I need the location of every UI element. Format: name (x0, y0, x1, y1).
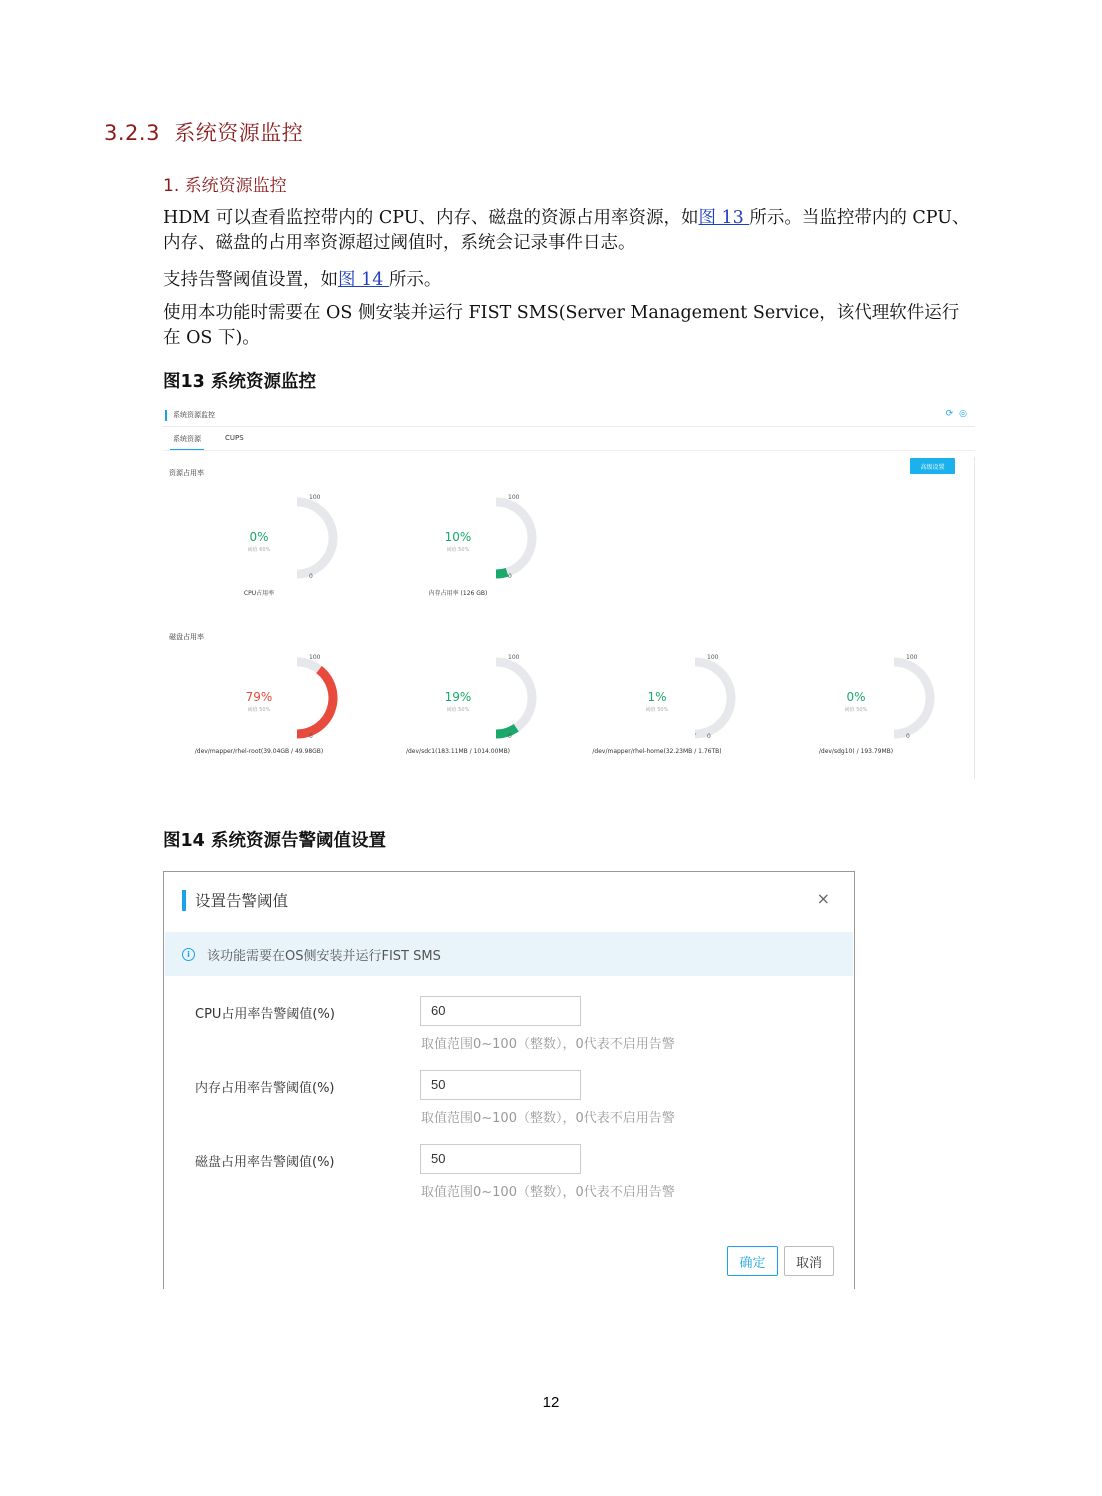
info-icon: i (182, 948, 195, 961)
gauge-threshold: 阈值 50% (446, 707, 470, 713)
gauge-max-label: 100 (508, 494, 520, 501)
figure-14-link[interactable]: 图 14 (338, 270, 389, 290)
gauge-label: /dev/mapper/rhel-home(32.23MB / 1.76TB) (592, 748, 722, 755)
help-icon[interactable]: ◎ (959, 409, 967, 419)
memory-threshold-hint: 取值范围0~100（整数），0代表不启用告警 (421, 1111, 675, 1126)
confirm-button[interactable]: 确定 (727, 1246, 778, 1276)
gauge-percent: 0% (249, 530, 269, 544)
memory-threshold-label: 内存占用率告警阈值(%) (195, 1081, 335, 1096)
usage-gauge (391, 652, 571, 772)
info-text: 该功能需要在OS侧安装并运行FIST SMS (207, 948, 441, 964)
cpu-threshold-input[interactable]: 60 (420, 996, 581, 1026)
figure-13-link[interactable]: 图 13 (698, 208, 750, 228)
gauge-label: 内存占用率 (126 GB) (428, 590, 488, 597)
figure-13-caption: 图13 系统资源监控 (163, 372, 316, 392)
paragraph-2-text-2: 所示。 (388, 270, 442, 290)
disk-threshold-input[interactable]: 50 (420, 1144, 581, 1174)
gauge-threshold: 阈值 60% (247, 547, 271, 553)
gauge-percent: 79% (245, 690, 273, 704)
usage-gauge (391, 492, 571, 612)
usage-gauge (192, 492, 372, 612)
gauge-track (695, 662, 731, 734)
paragraph-1-line-2: 内存、磁盘的占用率资源超过阈值时，系统会记录事件日志。 (163, 233, 636, 253)
paragraph-3-line-2: 在 OS 下)。 (163, 328, 260, 348)
tab-cups[interactable]: CUPS (225, 434, 244, 442)
gauge-percent: 10% (444, 530, 472, 544)
subsection-heading: 1. 系统资源监控 (163, 176, 287, 196)
paragraph-1 (163, 206, 970, 256)
gauge-percent: 19% (444, 690, 472, 704)
gauge-value-arc (496, 572, 507, 574)
gauge-label: CPU占用率 (243, 590, 275, 597)
gauge-min-label: 0 (906, 733, 910, 740)
gauge-min-label: 0 (508, 733, 512, 740)
divider (163, 426, 975, 427)
panel-title: 系统资源监控 (173, 411, 215, 419)
gauge-max-label: 100 (707, 654, 719, 661)
disk-threshold-hint: 取值范围0~100（整数），0代表不启用告警 (421, 1185, 675, 1200)
gauge-track (894, 662, 930, 734)
cancel-button[interactable]: 取消 (784, 1246, 834, 1276)
gauge-threshold: 阈值 50% (645, 707, 669, 713)
tab-bar (170, 432, 247, 451)
gauge-label: /dev/sdc1(183.11MB / 1014.00MB) (405, 748, 511, 755)
paragraph-1-text: HDM 可以查看监控带内的 CPU、内存、磁盘的资源占用率资源，如 (163, 208, 699, 228)
gauge-max-label: 100 (309, 494, 321, 501)
disk-threshold-label: 磁盘占用率告警阈值(%) (195, 1155, 335, 1170)
paragraph-3-line-1: 使用本功能时需要在 OS 侧安装并运行 FIST SMS(Server Management Service，该代理软件运行 (163, 303, 960, 323)
refresh-icon[interactable]: ⟳ (945, 409, 954, 419)
info-banner (165, 932, 853, 976)
gauge-threshold: 阈值 50% (247, 707, 271, 713)
divider (974, 457, 975, 779)
paragraph-3 (163, 301, 959, 351)
cpu-threshold-hint: 取值范围0~100（整数），0代表不启用告警 (421, 1037, 675, 1052)
dialog-header (182, 889, 288, 911)
divider (163, 450, 975, 451)
gauge-threshold: 阈值 50% (844, 707, 868, 713)
paragraph-2 (163, 268, 441, 293)
usage-gauge (789, 652, 969, 772)
gauge-value-arc (496, 728, 516, 734)
close-icon[interactable]: × (816, 889, 830, 908)
gauge-max-label: 100 (906, 654, 918, 661)
paragraph-2-text: 支持告警阈值设置，如 (163, 270, 338, 290)
gauge-label: /dev/mapper/rhel-root(39.04GB / 49.98GB) (194, 748, 324, 755)
resource-usage-heading: 资源占用率 (169, 469, 204, 477)
section-heading (104, 117, 303, 147)
gauge-max-label: 100 (508, 654, 520, 661)
title-accent-bar (182, 890, 186, 911)
tab-system-resources[interactable]: 系统资源 (170, 432, 204, 451)
paragraph-1-text-2: 所示。当监控带内的 CPU、 (749, 208, 970, 228)
resource-monitor-panel (163, 405, 975, 780)
panel-titlebar (165, 409, 215, 421)
gauge-min-label: 0 (309, 573, 313, 580)
gauge-min-label: 0 (508, 573, 512, 580)
dialog-title: 设置告警阈值 (195, 892, 289, 910)
gauge-value-arc (297, 670, 333, 734)
gauge-label: /dev/sdg10( / 193.79MB) (818, 748, 894, 755)
panel-toolbar (946, 409, 967, 419)
figure-14-caption: 图14 系统资源告警阈值设置 (163, 831, 386, 851)
title-accent-bar (165, 410, 167, 421)
gauge-min-label: 0 (309, 733, 313, 740)
usage-gauge (192, 652, 372, 772)
alarm-threshold-dialog (163, 871, 855, 1289)
gauge-percent: 1% (647, 690, 667, 704)
disk-usage-heading: 磁盘占用率 (169, 633, 204, 641)
usage-gauge (590, 652, 770, 772)
gauge-track (496, 662, 532, 734)
gauge-min-label: 0 (707, 733, 711, 740)
section-title: 系统资源监控 (174, 121, 304, 145)
gauge-max-label: 100 (309, 654, 321, 661)
page-number: 12 (542, 1394, 560, 1411)
section-number: 3.2.3 (104, 121, 160, 145)
advanced-settings-button[interactable]: 高级设置 (910, 458, 955, 474)
memory-threshold-input[interactable]: 50 (420, 1070, 581, 1100)
gauge-track (297, 502, 333, 574)
gauge-track (496, 502, 532, 574)
gauge-threshold: 阈值 50% (446, 547, 470, 553)
gauge-percent: 0% (846, 690, 866, 704)
cpu-threshold-label: CPU占用率告警阈值(%) (195, 1007, 335, 1022)
